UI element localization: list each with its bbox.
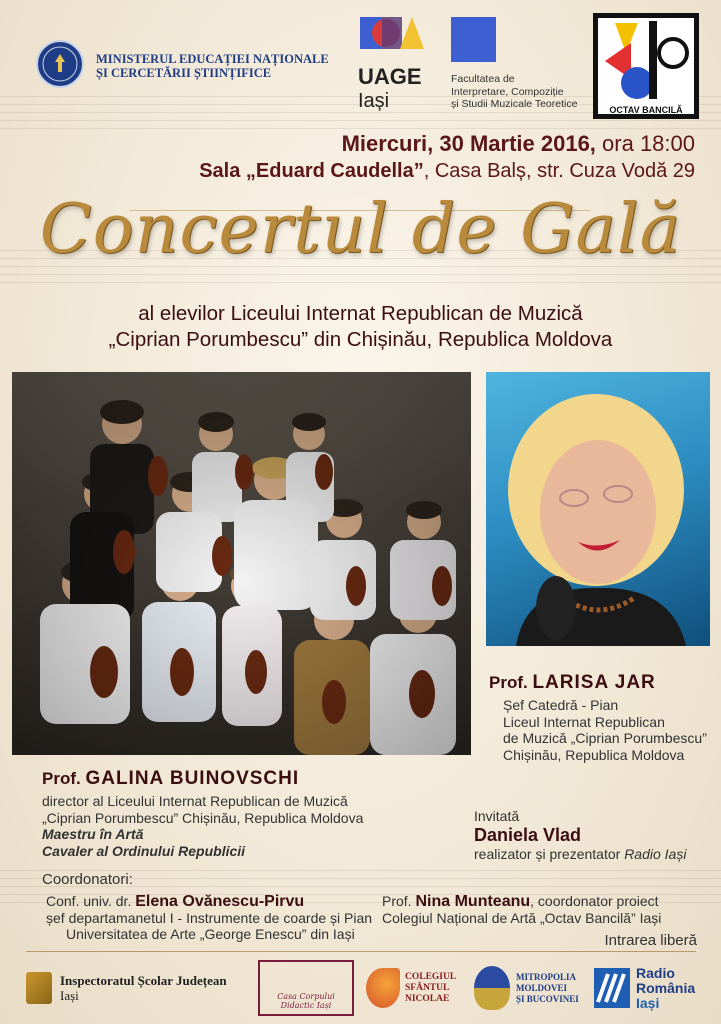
isj-line-2: Iași — [60, 988, 79, 1003]
event-date-bold: Miercuri, 30 Martie 2016, — [341, 131, 596, 156]
seal-emblem-icon — [38, 42, 82, 86]
free-entry-note: Intrarea liberă — [604, 932, 697, 949]
faculty-line-2: Interpretare, Compoziție — [451, 85, 564, 98]
coordinator-elena — [46, 893, 372, 942]
elena-role-2: Universitatea de Arte „George Enescu” din Iași — [66, 926, 355, 942]
galina-name — [42, 768, 299, 790]
larisa-role-1: Șef Catedră - Pian — [503, 697, 619, 713]
radio-line-1: Radio — [636, 964, 675, 981]
radio-stripes-icon — [594, 968, 630, 1008]
portrait-illustration — [486, 372, 710, 646]
svg-text:OCTAV BANCILĂ: OCTAV BANCILĂ — [609, 105, 683, 115]
ministry-line-1: MINISTERUL EDUCAȚIEI NAȚIONALE — [96, 52, 329, 66]
galina-role — [42, 793, 363, 859]
nina-suffix: , coordonator proiect — [530, 893, 659, 909]
guest-label: Invitată — [474, 808, 520, 824]
larisa-role-3: de Muzică „Ciprian Porumbescu” — [503, 730, 707, 746]
galina-title-2: Cavaler al Ordinului Republicii — [42, 842, 246, 859]
larisa-jar-photo — [486, 372, 710, 646]
faculty-line-3: și Studii Muzicale Teoretice — [451, 98, 578, 110]
ccd-logo — [258, 960, 354, 1016]
nina-prefix: Prof. — [382, 893, 416, 909]
ccd-emblem — [258, 960, 354, 1016]
larisa-role — [503, 697, 707, 763]
event-time: ora 18:00 — [595, 131, 695, 156]
nina-role: Colegiul Național de Artă „Octav Bancilă” Iași — [382, 910, 662, 926]
faculty-name — [451, 73, 577, 111]
coordinator-nina — [382, 893, 661, 926]
guest-role — [474, 846, 686, 862]
larisa-prefix: Prof. — [489, 673, 533, 692]
concert-subtitle-line-1: al elevilor Liceului Internat Republican de Muzică — [138, 302, 583, 325]
radio-emblem-icon — [594, 968, 630, 1008]
nina-name: Nina Munteanu — [415, 893, 531, 910]
radio-romania-iasi-logo — [594, 960, 695, 1016]
larisa-role-2: Liceul Internat Republican — [503, 713, 665, 730]
event-date — [342, 131, 695, 157]
larisa-name — [489, 672, 656, 694]
galina-name-text: GALINA BUINOVSCHI — [85, 768, 300, 789]
guest-role-prefix: realizator și prezentator — [474, 846, 625, 862]
elena-prefix: Conf. univ. dr. — [46, 893, 136, 909]
galina-title-1: Maestru în Artă — [42, 826, 144, 842]
csn-line-3: NICOLAE — [405, 993, 450, 1004]
isj-line-1: Inspectoratul Școlar Județean — [60, 973, 227, 988]
octav-bancila-logo-icon — [593, 13, 699, 119]
elena-name: Elena Ovănescu-Pirvu — [135, 893, 305, 910]
coordinators-label: Coordonatori: — [42, 871, 133, 888]
isj-emblem-icon — [26, 972, 52, 1004]
uage-logo-icon — [360, 17, 424, 49]
mmb-line-3: ȘI BUCOVINEI — [516, 993, 579, 1004]
event-hall: Sala „Eduard Caudella” — [199, 160, 424, 182]
faculty-line-1: Facultatea de — [451, 73, 515, 85]
csn-line-1: COLEGIUL — [405, 971, 457, 982]
mitropolia-emblem-icon — [474, 966, 510, 1010]
ministry-name — [96, 52, 329, 80]
larisa-name-text: LARISA JAR — [532, 672, 656, 693]
footer-divider — [26, 951, 696, 952]
radio-line-3: Iași — [636, 994, 660, 1011]
radio-line-2: România — [636, 979, 696, 996]
students-group-photo — [12, 372, 471, 755]
event-venue — [199, 160, 695, 183]
government-seal-icon — [36, 40, 84, 88]
colegiul-sfantul-nicolae-logo — [366, 960, 456, 1016]
concert-title: Concertul de Gală — [39, 190, 682, 269]
csn-emblem-icon — [366, 968, 400, 1008]
guest-role-station: Radio Iași — [624, 846, 687, 862]
uage-name: UAGE — [358, 64, 422, 89]
concert-subtitle-line-2: „Ciprian Porumbescu” din Chișinău, Republica Moldova — [108, 328, 613, 351]
galina-role-1: director al Liceului Internat Republican de Muzică — [42, 793, 348, 809]
mmb-line-1: MITROPOLIA — [516, 971, 577, 982]
event-address: , Casa Balș, str. Cuza Vodă 29 — [423, 160, 695, 182]
galina-prefix: Prof. — [42, 769, 86, 788]
mitropolia-logo — [474, 960, 579, 1016]
group-photo-illustration — [12, 372, 471, 755]
galina-role-2: „Ciprian Porumbescu” Chișinău, Republica Moldova — [42, 809, 364, 826]
csn-line-2: SFÂNTUL — [405, 982, 450, 993]
elena-role-1: șef departamanetul I - Instrumente de coarde și Pian — [46, 910, 373, 926]
mmb-line-2: MOLDOVEI — [516, 982, 568, 993]
larisa-role-4: Chișinău, Republica Moldova — [503, 746, 685, 763]
uage-city: Iași — [358, 90, 390, 112]
ccd-text: Casa Corpului Didactic Iași — [277, 992, 335, 1010]
isj-logo — [26, 960, 227, 1016]
faculty-logo-icon — [451, 17, 496, 62]
guest-name: Daniela Vlad — [474, 825, 582, 845]
ministry-line-2: ȘI CERCETĂRII ȘTIINȚIFICE — [96, 66, 272, 80]
